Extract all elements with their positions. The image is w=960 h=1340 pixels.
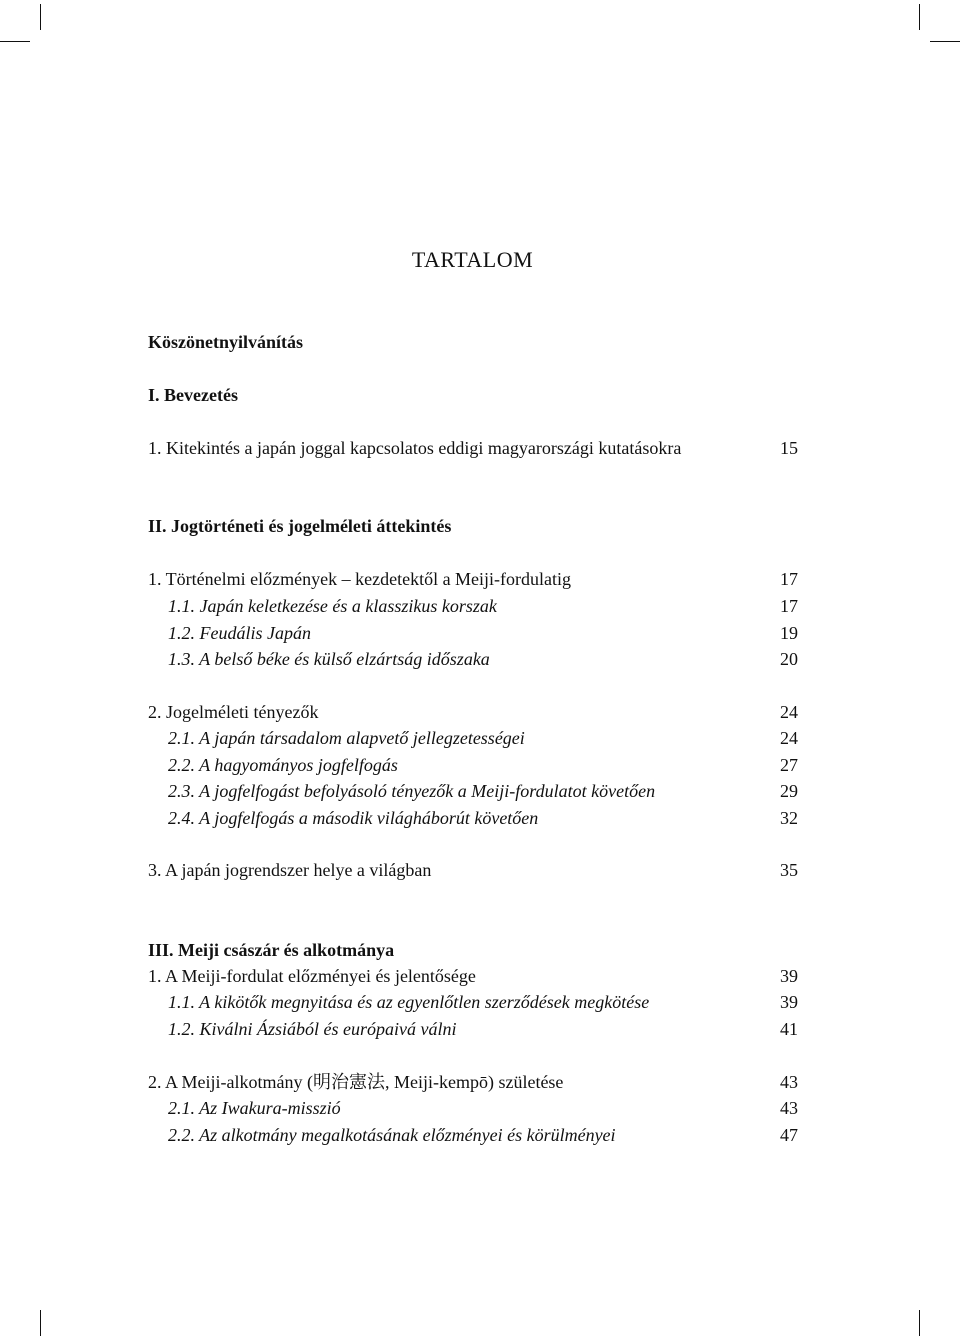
toc-entry-label: Köszönetnyilvánítás <box>148 332 304 352</box>
crop-mark-top-left-horizontal <box>0 41 30 42</box>
toc-entry-page-number: 41 <box>780 1019 798 1039</box>
toc-entry-page-number: 39 <box>780 992 798 1012</box>
toc-entry-page-number: 27 <box>780 755 798 775</box>
crop-mark-top-right-horizontal <box>930 41 960 42</box>
toc-entry-label: 1. Történelmi előzmények – kezdetektől a Meiji-fordulatig <box>148 569 572 589</box>
toc-entry-label: 1.2. Kiválni Ázsiából és európaivá válni <box>168 1019 457 1039</box>
toc-entry-label: 2.2. A hagyományos jogfelfogás <box>168 755 398 775</box>
toc-entry-page-number: 29 <box>780 781 798 801</box>
toc-entry-label: III. Meiji császár és alkotmánya <box>148 940 395 960</box>
toc-entry-page-number: 32 <box>780 808 798 828</box>
page-title: TARTALOM <box>411 247 534 272</box>
toc-entry-page-number: 47 <box>780 1125 798 1145</box>
toc-entry-label: 1.1. Japán keletkezése és a klasszikus korszak <box>168 596 497 616</box>
toc-entry-page-number: 39 <box>780 966 798 986</box>
toc-entry-label: 1. A Meiji-fordulat előzményei és jelentősége <box>148 966 476 986</box>
toc-entry-label: 2. Jogelméleti tényezők <box>148 702 319 722</box>
toc-entry-label: 1. Kitekintés a japán joggal kapcsolatos eddigi magyarországi kutatásokra <box>148 438 682 458</box>
toc-entry-page-number: 24 <box>780 728 798 748</box>
toc-entry-label: I. Bevezetés <box>148 385 238 405</box>
toc-entry-label: 2.1. A japán társadalom alapvető jellegzetességei <box>168 728 525 748</box>
crop-mark-top-right-vertical <box>919 4 920 30</box>
crop-mark-bottom-left-vertical <box>40 1310 41 1336</box>
toc-entry-label: 2. A Meiji-alkotmány (明治憲法, Meiji-kempō) születése <box>148 1072 564 1092</box>
toc-entry-label: 1.3. A belső béke és külső elzártság időszaka <box>168 649 490 669</box>
toc-entry-page-number: 19 <box>780 623 798 643</box>
toc-entry-page-number: 20 <box>780 649 798 669</box>
toc-entry-label: 2.2. Az alkotmány megalkotásának előzményei és körülményei <box>168 1125 616 1145</box>
toc-entry-label: 2.3. A jogfelfogást befolyásoló tényezők a Meiji-fordulatot követően <box>168 781 656 801</box>
toc-entry-page-number: 24 <box>780 702 798 722</box>
toc-entry-page-number: 43 <box>780 1072 798 1092</box>
toc-entry-label: 2.1. Az Iwakura-misszió <box>168 1098 341 1118</box>
toc-entry-label: 1.2. Feudális Japán <box>168 623 311 643</box>
toc-entry-label: II. Jogtörténeti és jogelméleti áttekintés <box>148 516 452 536</box>
toc-entry-label: 1.1. A kikötők megnyitása és az egyenlőtlen szerződések megkötése <box>168 992 650 1012</box>
toc-entry-label: 3. A japán jogrendszer helye a világban <box>148 860 432 880</box>
toc-entry-page-number: 43 <box>780 1098 798 1118</box>
toc-entry-label: 2.4. A jogfelfogás a második világháborút követően <box>168 808 539 828</box>
toc-entry-page-number: 35 <box>780 860 798 880</box>
crop-mark-bottom-right-vertical <box>919 1310 920 1336</box>
toc-entry-page-number: 17 <box>780 596 798 616</box>
crop-mark-top-left-vertical <box>40 4 41 30</box>
toc-entry-page-number: 15 <box>780 438 798 458</box>
toc-entry-page-number: 17 <box>780 569 798 589</box>
